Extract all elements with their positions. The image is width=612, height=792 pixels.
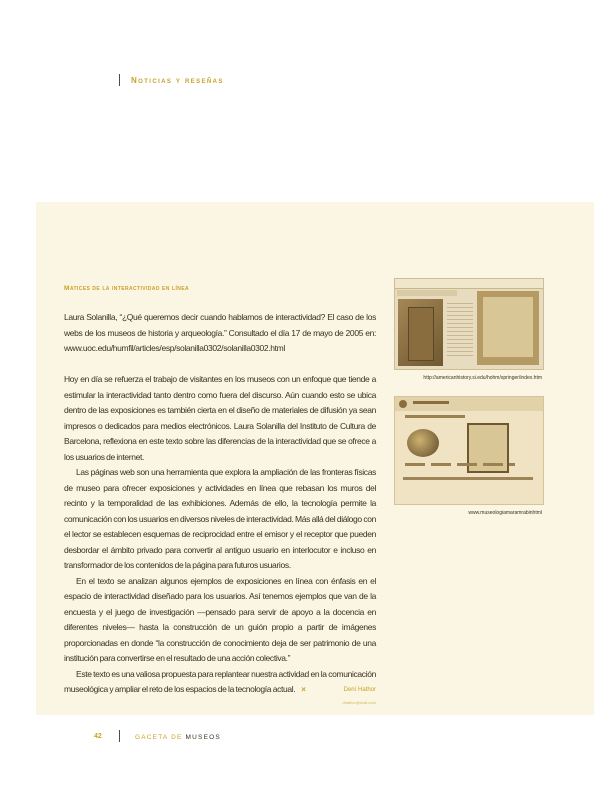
website-screenshot-2 xyxy=(394,396,544,505)
site-header xyxy=(395,397,543,411)
article-subheading: Matices de la interactividad en línea xyxy=(64,285,189,292)
paragraph: En el texto se analizan algunos ejemplos de exposiciones en línea con énfasis en el espacio de interactividad diseñado para los usuarios. Así tenemos ejemplos que van de la encuesta y el juego de investigación —pensado para servir de apoyo a la docencia en diferentes niveles— hasta la construcción de un guión propio a partir de imágenes proporcionadas en donde “la construcción de conocimiento deja de ser patrimonio de una institución para convertirse en el resultado de una acción colectiva.” xyxy=(64,575,376,663)
browser-header xyxy=(395,279,543,289)
paragraph: Las páginas web son una herramienta que explora la ampliación de las fronteras físicas de museo para ofrecer exposiciones y actividades en línea que rebasan los muros del recinto y la temporalidad de las exhibiciones. Además de ello, la tecnología permite la comunicación con los usuarios en diversos niveles de interactividad. Más allá del diálogo con el lector se establecen esquemas de reciprocidad entre el emisor y el receptor que pueden desbordar el ámbito privado para convertir al antiguo usuario en interlocutor e incluso en transformador de los contenidos de la página para futuros usuarios. xyxy=(64,467,376,570)
article-body xyxy=(64,372,376,698)
footer-divider xyxy=(119,730,120,742)
figure-url-2[interactable]: www.museologiamaramrabinhtml xyxy=(468,510,542,516)
magazine-name xyxy=(135,734,221,741)
section-title: Noticias y reseñas xyxy=(131,76,224,85)
text-lines xyxy=(447,303,473,357)
vessel-image xyxy=(407,429,439,457)
nav-bar xyxy=(397,290,457,296)
magazine-name-part2: MUSEOS xyxy=(185,734,221,741)
header-divider xyxy=(119,74,120,86)
door-image xyxy=(398,299,443,366)
citation-text: Laura Solanilla, “¿Qué queremos decir cuando hablamos de interactividad? El caso de los webs de los museos de historia y arqueología.” Consultado el día 17 de mayo de 2005 en: www.uoc.edu/humfil/articles/esp/solanilla0302/solanilla0302.html xyxy=(64,312,376,353)
author-name: Dení Hathor xyxy=(343,687,376,693)
paragraph: Hoy en día se refuerza el trabajo de visitantes en los museos con un enfoque que tiende a estimular la interactividad tanto dentro como fuera del discurso. Aún cuando esto se ubica dentro de las exposiciones es también cierta en el diseño de materiales de difusión ya sean impresos o dedicados para medios electrónicos. Laura Solanilla del Instituto de Cultura de Barcelona, reflexiona en este texto sobre las diferencias de la interactividad que se ofrece a los usuarios de internet. xyxy=(64,374,376,462)
citation xyxy=(64,310,376,357)
page-number: 42 xyxy=(94,733,102,740)
magazine-name-part1: GACETA DE xyxy=(135,734,183,741)
end-mark-icon: × xyxy=(301,685,306,694)
website-screenshot-1 xyxy=(394,278,544,370)
figure-url-1[interactable]: http://americanhistory.si.edu/hohm/springer/index.htm xyxy=(423,375,542,381)
logo-icon xyxy=(399,400,407,408)
content-panel xyxy=(477,291,539,365)
author-email[interactable]: dhathor@mail.com xyxy=(342,700,376,705)
paragraph-text: Este texto es una valiosa propuesta para replantear nuestra actividad en la comunicación museológica y ampliar el reto de los espacios de la tecnología actual. xyxy=(64,668,376,694)
